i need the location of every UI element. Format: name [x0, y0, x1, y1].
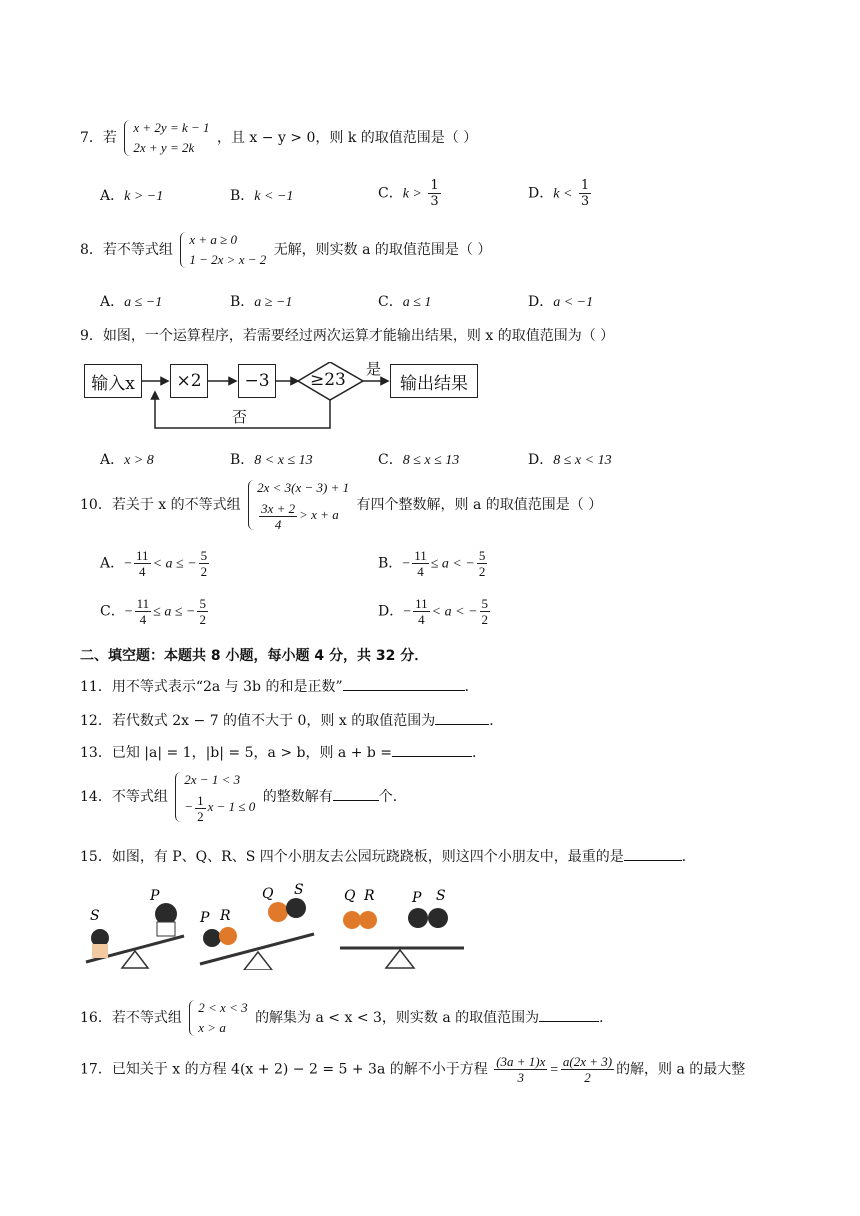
q11-text: 11．用不等式表示“2a 与 3b 的和是正数” — [80, 679, 343, 695]
q17-equals: = — [549, 1062, 559, 1078]
option-expr: k > −1 — [124, 189, 164, 204]
q7-option-c[interactable] — [378, 178, 443, 209]
pic3-label-p: P — [412, 890, 422, 906]
option-label: D． — [528, 452, 554, 468]
q10-number: 10．若关于 x 的不等式组 — [80, 497, 241, 513]
q14-system — [175, 770, 255, 824]
q9-option-a[interactable] — [100, 450, 154, 471]
q7-eq1: x + 2y = k − 1 — [133, 120, 210, 135]
option-label: D． — [528, 185, 554, 202]
q12-end: ． — [489, 713, 504, 729]
q10-option-c[interactable]: C．− $\frac{11}{4}$ ≤ a ≤ − $\frac{5}{2}$ — [100, 596, 206, 627]
q17-fraction-2: $\frac{a(2x + 3)}{2}$ — [562, 1054, 613, 1085]
q8-option-a[interactable] — [100, 292, 162, 313]
q16-number: 16．若不等式组 — [80, 1010, 182, 1026]
q7-condition: ，且 x − y > 0，则 k 的取值范围是（ ） — [216, 130, 478, 146]
pic3-label-r: R — [364, 888, 375, 904]
question-11 — [80, 676, 479, 697]
q16-ineq1: 2 < x < 3 — [198, 1000, 248, 1015]
q17-text: 17．已知关于 x 的方程 4(x + 2) − 2 = 5 + 3a 的解不小于方程 — [80, 1061, 488, 1078]
option-expr: 8 < x ≤ 13 — [254, 453, 313, 468]
option-expr: a < −1 — [553, 295, 594, 310]
q17-fraction-1: $\frac{(3a + 1)x}{3}$ — [496, 1054, 546, 1085]
q10-ineq1: 2x < 3(x − 3) + 1 — [257, 480, 350, 495]
q13-end: ． — [472, 745, 487, 761]
q17-tail: 的解，则 a 的最大整 — [616, 1061, 746, 1078]
flow-yes-label: 是 — [366, 360, 382, 378]
q10-fraction: $\frac{3x + 2}{4}$ — [261, 500, 296, 532]
pic2-label-r: R — [220, 908, 231, 924]
q7-option-d[interactable] — [528, 178, 593, 209]
q10-tail: 有四个整数解，则 a 的取值范围是（ ） — [356, 497, 603, 513]
q15-end: ． — [681, 849, 696, 865]
option-label: C． — [378, 185, 403, 202]
q8-ineq2: 1 − 2x > x − 2 — [189, 252, 267, 267]
q10-system — [248, 478, 349, 532]
option-label: B． — [230, 452, 255, 468]
q7-option-a[interactable] — [100, 186, 163, 207]
question-7 — [80, 118, 477, 158]
q8-option-c[interactable] — [378, 292, 431, 313]
q16-system — [189, 998, 247, 1038]
q15-text: 15．如图，有 P、Q、R、S 四个小朋友去公园玩跷跷板，则这四个小朋友中，最重的是 — [80, 849, 624, 865]
question-8 — [80, 230, 491, 270]
option-expr: a ≤ −1 — [124, 295, 163, 310]
section-2-heading: 二、填空题：本题共 8 小题，每小题 4 分，共 32 分． — [80, 648, 429, 664]
question-14 — [80, 770, 407, 824]
option-expr: k < −1 — [254, 189, 294, 204]
seesaw-picture-1 — [80, 880, 190, 970]
option-expr: a ≤ 1 — [402, 295, 432, 310]
question-13 — [80, 742, 486, 763]
q14-ineq2: − $\frac{1}{2}$ x − 1 ≤ 0 — [184, 792, 256, 824]
q7-system — [124, 118, 209, 158]
q8-tail: 无解，则实数 a 的取值范围是（ ） — [273, 242, 492, 258]
flow-minus-box: −3 — [238, 364, 276, 398]
pic3-label-q: Q — [344, 888, 356, 904]
question-10 — [80, 478, 602, 532]
question-17 — [80, 1054, 745, 1085]
q12-answer-blank[interactable] — [435, 710, 489, 725]
question-12 — [80, 710, 503, 731]
q9-option-c[interactable] — [378, 450, 459, 471]
q12-text: 12．若代数式 2x − 7 的值不大于 0，则 x 的取值范围为 — [80, 713, 436, 729]
q7-option-b[interactable] — [230, 186, 293, 207]
option-label: D． — [528, 294, 554, 310]
q14-number: 14．不等式组 — [80, 789, 168, 805]
option-expr: a ≥ −1 — [254, 295, 293, 310]
q16-tail: 的解集为 a < x < 3，则实数 a 的取值范围为 — [255, 1010, 540, 1026]
q14-tail: 的整数解有 — [262, 789, 333, 805]
q13-answer-blank[interactable] — [392, 742, 472, 757]
flow-decision-label: ≥23 — [310, 370, 346, 390]
pic2-label-q: Q — [262, 886, 274, 902]
option-expr: x > 8 — [124, 453, 154, 468]
question-15 — [80, 846, 696, 867]
pic1-label-p: P — [150, 888, 160, 904]
q11-end: ． — [464, 679, 479, 695]
q8-option-b[interactable] — [230, 292, 292, 313]
q15-answer-blank[interactable] — [624, 846, 682, 861]
option-label: A． — [100, 188, 125, 204]
q7-number: 7．若 — [80, 130, 117, 146]
q9-option-b[interactable] — [230, 450, 313, 471]
q10-ineq2: $\frac{3x + 2}{4}$ > x + a — [261, 500, 339, 532]
flow-no-label: 否 — [232, 408, 248, 426]
option-label: C． — [378, 294, 403, 310]
option-label: A． — [100, 452, 125, 468]
option-expr: 8 ≤ x ≤ 13 — [402, 453, 460, 468]
option-label: C． — [378, 452, 403, 468]
option-label: B． — [378, 555, 403, 572]
q8-ineq1: x + a ≥ 0 — [189, 232, 238, 247]
q8-option-d[interactable] — [528, 292, 593, 313]
q10-option-d[interactable]: D．− $\frac{11}{4}$ < a < − $\frac{5}{2}$ — [378, 596, 489, 627]
option-label: A． — [100, 294, 125, 310]
q14-answer-blank[interactable] — [333, 786, 379, 801]
option-label: A． — [100, 555, 125, 572]
option-label: C． — [100, 603, 125, 620]
flow-input-box: 输入x — [84, 364, 142, 398]
flow-output-box: 输出结果 — [390, 364, 478, 398]
q10-option-a[interactable]: A．− $\frac{11}{4}$ < a ≤ − $\frac{5}{2}$ — [100, 548, 208, 579]
seesaw-picture-3 — [338, 880, 466, 970]
flow-times-box: ×2 — [170, 364, 208, 398]
pic1-label-s: S — [90, 908, 100, 924]
pic3-label-s: S — [436, 888, 446, 904]
q9-flowchart — [84, 362, 484, 432]
q16-end: ． — [599, 1010, 614, 1026]
q16-answer-blank[interactable] — [539, 1007, 599, 1022]
question-9: 9．如图，一个运算程序，若需要经过两次运算才能输出结果，则 x 的取值范围为（ ） — [80, 328, 615, 344]
seesaw-picture-2 — [196, 880, 320, 970]
pic2-label-p: P — [200, 910, 210, 926]
option-label: D． — [378, 603, 404, 620]
q11-answer-blank[interactable] — [343, 676, 465, 691]
option-label: B． — [230, 188, 255, 204]
q16-ineq2: x > a — [198, 1020, 226, 1035]
q14-ineq1: 2x − 1 < 3 — [184, 772, 241, 787]
q14-end: 个． — [378, 789, 407, 805]
q7-c-fraction: $\frac{1}{3}$ — [430, 178, 439, 209]
option-expr: 8 ≤ x < 13 — [553, 453, 612, 468]
q8-number: 8．若不等式组 — [80, 242, 173, 258]
q9-option-d[interactable] — [528, 450, 612, 471]
question-16 — [80, 998, 613, 1038]
q8-system — [180, 230, 266, 270]
pic2-label-s: S — [294, 882, 304, 898]
q10-option-b[interactable]: B．− $\frac{11}{4}$ ≤ a < − $\frac{5}{2}$ — [378, 548, 486, 579]
option-expr: k > — [402, 186, 422, 202]
q13-text: 13．已知 |a| = 1，|b| = 5，a > b，则 a + b = — [80, 745, 393, 761]
q7-eq2: 2x + y = 2k — [133, 140, 195, 155]
option-expr: k < — [553, 186, 573, 202]
q7-d-fraction: $\frac{1}{3}$ — [580, 178, 590, 209]
option-label: B． — [230, 294, 255, 310]
